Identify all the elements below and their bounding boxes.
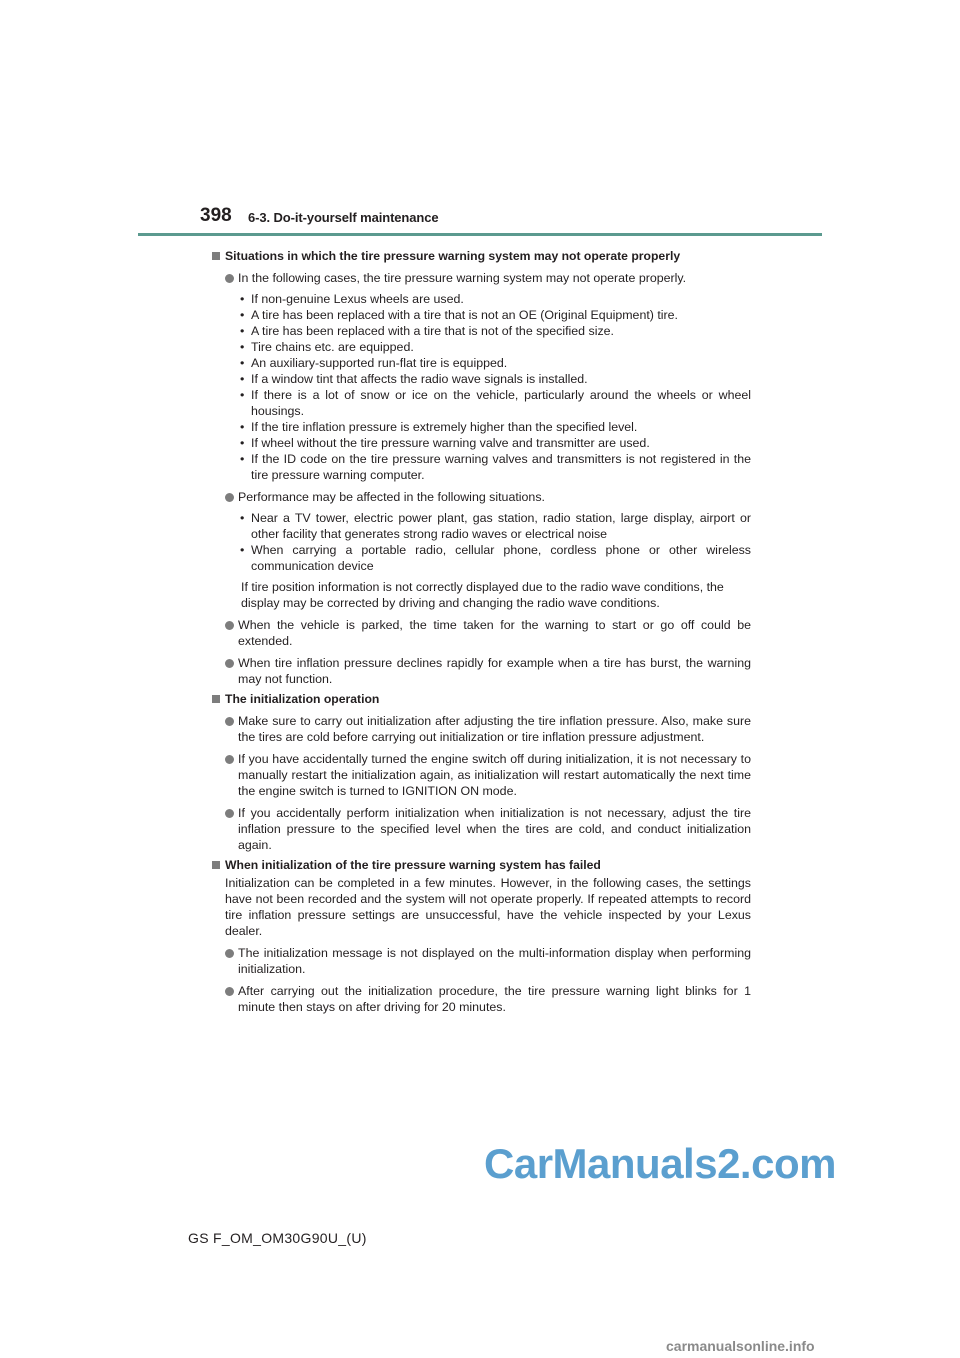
sub-item-text: If the tire inflation pressure is extremely higher than the specified level.: [251, 420, 638, 434]
watermark-logo[interactable]: CarManuals2.com: [484, 1140, 836, 1187]
sub-list-item: [211, 387, 751, 419]
sub-item-text: A tire has been replaced with a tire that is not of the specified size.: [251, 324, 614, 338]
page-content: [211, 244, 751, 1015]
sub-item-text: If a window tint that affects the radio wave signals is installed.: [251, 372, 588, 386]
sub-list-item: [211, 323, 751, 339]
square-bullet-icon: [212, 695, 220, 703]
section-intro: Initialization can be completed in a few minutes. However, in the following cases, the settings have not been recorded and the system will not operate properly. If repeated attempts to record tire inflation pressure settings are unsuccessful, have the vehicle inspected by your Lexus dealer.: [225, 876, 751, 938]
bullet-item: [211, 983, 751, 1015]
header-divider: [138, 233, 822, 236]
round-bullet-icon: [225, 274, 234, 283]
sub-item-text: If the ID code on the tire pressure warning valves and transmitters is not registered in the tire pressure warning computer.: [251, 452, 751, 482]
sub-item-text: When carrying a portable radio, cellular phone, cordless phone or other wireless communication device: [251, 543, 751, 573]
watermark-site[interactable]: carmanualsonline.info: [666, 1338, 815, 1354]
bullet-item: [211, 945, 751, 977]
bullet-item: [211, 489, 751, 505]
dot-marker-icon: •: [240, 420, 245, 434]
dot-marker-icon: •: [240, 452, 245, 466]
dot-marker-icon: •: [240, 388, 245, 402]
section-title: 6-3. Do-it-yourself maintenance: [248, 210, 439, 225]
sub-list-item: [211, 510, 751, 542]
bullet-item: [211, 805, 751, 853]
sub-list-item: [211, 542, 751, 574]
round-bullet-icon: [225, 809, 234, 818]
sub-item-text: If wheel without the tire pressure warning valve and transmitter are used.: [251, 436, 650, 450]
bullet-text: The initialization message is not displayed on the multi-information display when performing initialization.: [238, 946, 751, 976]
bullet-text: In the following cases, the tire pressure warning system may not operate properly.: [238, 271, 687, 285]
sub-list-item: [211, 355, 751, 371]
round-bullet-icon: [225, 949, 234, 958]
sub-item-text: Tire chains etc. are equipped.: [251, 340, 414, 354]
bullet-text: If you accidentally perform initialization when initialization is not necessary, adjust the tire inflation pressure to the specified level when the tires are cold, and conduct initialization again.: [238, 806, 751, 852]
section-heading: [211, 691, 751, 707]
sub-list-item: [211, 339, 751, 355]
bullet-text: If you have accidentally turned the engine switch off during initialization, it is not necessary to manually restart the initialization again, as initialization will restart automatically the next time the engine switch is turned to IGNITION ON mode.: [238, 752, 751, 798]
dot-marker-icon: •: [240, 372, 245, 386]
bullet-text: Performance may be affected in the following situations.: [238, 490, 545, 504]
round-bullet-icon: [225, 987, 234, 996]
sub-item-text: A tire has been replaced with a tire that is not an OE (Original Equipment) tire.: [251, 308, 679, 322]
sub-list-item: [211, 435, 751, 451]
dot-marker-icon: •: [240, 543, 245, 557]
bullet-item: [211, 270, 751, 286]
round-bullet-icon: [225, 493, 234, 502]
page-number: 398: [200, 205, 232, 226]
sub-list-item: [211, 419, 751, 435]
round-bullet-icon: [225, 755, 234, 764]
sub-list-item: [211, 291, 751, 307]
dot-marker-icon: •: [240, 436, 245, 450]
sub-list-item: [211, 371, 751, 387]
bullet-item: [211, 751, 751, 799]
sub-item-text: An auxiliary-supported run-flat tire is equipped.: [251, 356, 508, 370]
sub-list: [211, 510, 751, 574]
section-heading-text: The initialization operation: [225, 692, 380, 706]
sub-list: [211, 291, 751, 483]
dot-marker-icon: •: [240, 511, 245, 525]
sub-list-item: [211, 307, 751, 323]
round-bullet-icon: [225, 717, 234, 726]
bullet-item: [211, 617, 751, 649]
bullet-text: When the vehicle is parked, the time taken for the warning to start or go off could be extended.: [238, 618, 751, 648]
document-code: GS F_OM_OM30G90U_(U): [188, 1230, 367, 1246]
square-bullet-icon: [212, 252, 220, 260]
section-heading-text: Situations in which the tire pressure warning system may not operate properly: [225, 249, 681, 263]
dot-marker-icon: •: [240, 340, 245, 354]
bullet-item: [211, 713, 751, 745]
sub-item-text: Near a TV tower, electric power plant, gas station, radio station, large display, airport or other facility that generates strong radio waves or electrical noise: [251, 511, 751, 541]
section-heading-text: When initialization of the tire pressure warning system has failed: [225, 858, 601, 872]
bullet-note: If tire position information is not correctly displayed due to the radio wave conditions, the display may be corrected by driving and changing the radio wave conditions.: [241, 580, 724, 610]
section-heading: [211, 857, 751, 873]
sub-item-text: If non-genuine Lexus wheels are used.: [251, 292, 464, 306]
sub-list-item: [211, 451, 751, 483]
section-heading: [211, 248, 751, 264]
bullet-item: [211, 655, 751, 687]
dot-marker-icon: •: [240, 292, 245, 306]
round-bullet-icon: [225, 659, 234, 668]
round-bullet-icon: [225, 621, 234, 630]
sub-item-text: If there is a lot of snow or ice on the vehicle, particularly around the wheels or wheel housings.: [251, 388, 751, 418]
page-header: [200, 204, 822, 234]
bullet-text: When tire inflation pressure declines rapidly for example when a tire has burst, the warning may not function.: [238, 656, 751, 686]
dot-marker-icon: •: [240, 324, 245, 338]
bullet-text: After carrying out the initialization procedure, the tire pressure warning light blinks for 1 minute then stays on after driving for 20 minutes.: [238, 984, 751, 1014]
bullet-text: Make sure to carry out initialization after adjusting the tire inflation pressure. Also, make sure the tires are cold before carrying out initialization or tire inflation pressure adjustment.: [238, 714, 751, 744]
dot-marker-icon: •: [240, 308, 245, 322]
dot-marker-icon: •: [240, 356, 245, 370]
square-bullet-icon: [212, 861, 220, 869]
